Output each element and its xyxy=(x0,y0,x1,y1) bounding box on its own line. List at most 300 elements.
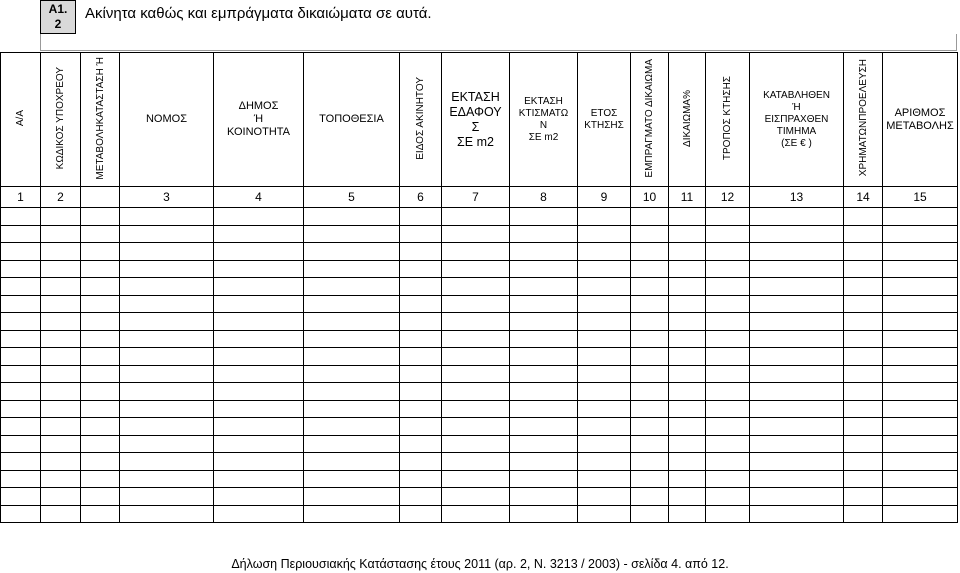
table-cell[interactable] xyxy=(844,278,883,296)
table-cell[interactable] xyxy=(706,365,750,383)
table-cell[interactable] xyxy=(1,400,41,418)
table-cell[interactable] xyxy=(304,278,400,296)
table-cell[interactable] xyxy=(214,278,304,296)
table-cell[interactable] xyxy=(81,383,120,401)
table-cell[interactable] xyxy=(844,330,883,348)
table-cell[interactable] xyxy=(578,225,631,243)
table-cell[interactable] xyxy=(304,400,400,418)
table-cell[interactable] xyxy=(669,400,706,418)
table-cell[interactable] xyxy=(631,505,669,523)
table-cell[interactable] xyxy=(304,435,400,453)
table-cell[interactable] xyxy=(304,488,400,506)
table-cell[interactable] xyxy=(120,365,214,383)
header-label: ΜΕΤΑΒΟΛΗΚΑΤΑΣΤΑΣΗ Ή xyxy=(94,56,106,180)
table-cell[interactable] xyxy=(750,505,844,523)
table-cell[interactable] xyxy=(304,470,400,488)
table-cell[interactable] xyxy=(214,348,304,366)
table-cell[interactable] xyxy=(81,243,120,261)
table-cell[interactable] xyxy=(631,243,669,261)
table-cell[interactable] xyxy=(214,470,304,488)
table-cell[interactable] xyxy=(400,313,442,331)
table-cell[interactable] xyxy=(631,225,669,243)
table-cell[interactable] xyxy=(214,453,304,471)
table-cell[interactable] xyxy=(631,400,669,418)
table-cell[interactable] xyxy=(669,435,706,453)
table-cell[interactable] xyxy=(578,418,631,436)
table-cell[interactable] xyxy=(883,365,958,383)
table-cell[interactable] xyxy=(510,208,578,226)
table-cell[interactable] xyxy=(400,383,442,401)
table-cell[interactable] xyxy=(400,453,442,471)
table-cell[interactable] xyxy=(41,365,81,383)
table-cell[interactable] xyxy=(81,208,120,226)
table-cell[interactable] xyxy=(442,435,510,453)
table-cell[interactable] xyxy=(706,418,750,436)
table-cell[interactable] xyxy=(578,505,631,523)
table-cell[interactable] xyxy=(510,505,578,523)
table-cell[interactable] xyxy=(120,295,214,313)
table-cell[interactable] xyxy=(750,278,844,296)
table-cell[interactable] xyxy=(883,470,958,488)
table-cell[interactable] xyxy=(400,400,442,418)
table-cell[interactable] xyxy=(510,330,578,348)
table-cell[interactable] xyxy=(883,418,958,436)
table-cell[interactable] xyxy=(81,400,120,418)
table-cell[interactable] xyxy=(400,260,442,278)
table-cell[interactable] xyxy=(120,488,214,506)
table-cell[interactable] xyxy=(750,470,844,488)
table-cell[interactable] xyxy=(631,383,669,401)
table-cell[interactable] xyxy=(631,330,669,348)
table-cell[interactable] xyxy=(400,243,442,261)
table-cell[interactable] xyxy=(631,348,669,366)
table-cell[interactable] xyxy=(510,418,578,436)
table-cell[interactable] xyxy=(578,435,631,453)
table-cell[interactable] xyxy=(883,505,958,523)
table-cell[interactable] xyxy=(578,330,631,348)
table-cell[interactable] xyxy=(81,453,120,471)
table-cell[interactable] xyxy=(400,225,442,243)
table-cell[interactable] xyxy=(706,453,750,471)
table-cell[interactable] xyxy=(400,505,442,523)
table-cell[interactable] xyxy=(883,383,958,401)
table-cell[interactable] xyxy=(120,225,214,243)
table-cell[interactable] xyxy=(578,260,631,278)
table-cell[interactable] xyxy=(214,435,304,453)
table-cell[interactable] xyxy=(883,488,958,506)
table-cell[interactable] xyxy=(750,330,844,348)
table-cell[interactable] xyxy=(510,295,578,313)
table-cell[interactable] xyxy=(120,383,214,401)
table-cell[interactable] xyxy=(750,225,844,243)
table-cell[interactable] xyxy=(883,278,958,296)
table-cell[interactable] xyxy=(400,295,442,313)
table-cell[interactable] xyxy=(669,348,706,366)
table-cell[interactable] xyxy=(304,313,400,331)
table-cell[interactable] xyxy=(41,505,81,523)
table-cell[interactable] xyxy=(706,208,750,226)
table-cell[interactable] xyxy=(844,295,883,313)
table-cell[interactable] xyxy=(81,330,120,348)
table-cell[interactable] xyxy=(81,295,120,313)
table-cell[interactable] xyxy=(41,470,81,488)
table-cell[interactable] xyxy=(41,418,81,436)
table-cell[interactable] xyxy=(631,470,669,488)
table-cell[interactable] xyxy=(214,225,304,243)
table-cell[interactable] xyxy=(844,225,883,243)
table-cell[interactable] xyxy=(883,208,958,226)
table-cell[interactable] xyxy=(510,435,578,453)
table-cell[interactable] xyxy=(1,418,41,436)
table-cell[interactable] xyxy=(669,313,706,331)
table-cell[interactable] xyxy=(669,488,706,506)
table-cell[interactable] xyxy=(214,400,304,418)
table-cell[interactable] xyxy=(214,383,304,401)
table-cell[interactable] xyxy=(578,313,631,331)
table-cell[interactable] xyxy=(442,453,510,471)
table-cell[interactable] xyxy=(510,260,578,278)
table-cell[interactable] xyxy=(214,243,304,261)
table-cell[interactable] xyxy=(442,365,510,383)
table-cell[interactable] xyxy=(41,225,81,243)
table-cell[interactable] xyxy=(510,400,578,418)
table-cell[interactable] xyxy=(844,260,883,278)
table-cell[interactable] xyxy=(41,435,81,453)
table-cell[interactable] xyxy=(883,348,958,366)
table-cell[interactable] xyxy=(510,453,578,471)
table-cell[interactable] xyxy=(214,313,304,331)
header-cell xyxy=(669,53,706,187)
table-cell[interactable] xyxy=(631,418,669,436)
table-cell[interactable] xyxy=(631,453,669,471)
table-cell[interactable] xyxy=(442,260,510,278)
table-cell[interactable] xyxy=(669,330,706,348)
table-cell[interactable] xyxy=(400,278,442,296)
table-cell[interactable] xyxy=(669,418,706,436)
table-cell[interactable] xyxy=(442,225,510,243)
table-cell[interactable] xyxy=(81,278,120,296)
table-cell[interactable] xyxy=(120,278,214,296)
table-cell[interactable] xyxy=(631,488,669,506)
table-cell[interactable] xyxy=(120,400,214,418)
section-subnumber: 2 xyxy=(54,17,62,31)
table-cell[interactable] xyxy=(304,505,400,523)
table-cell[interactable] xyxy=(883,225,958,243)
table-cell[interactable] xyxy=(844,418,883,436)
table-cell[interactable] xyxy=(510,313,578,331)
table-cell[interactable] xyxy=(1,470,41,488)
table-cell[interactable] xyxy=(120,313,214,331)
table-cell[interactable] xyxy=(81,470,120,488)
table-cell[interactable] xyxy=(442,470,510,488)
table-cell[interactable] xyxy=(706,295,750,313)
table-cell[interactable] xyxy=(578,243,631,261)
table-cell[interactable] xyxy=(578,488,631,506)
table-cell[interactable] xyxy=(750,348,844,366)
table-cell[interactable] xyxy=(41,313,81,331)
table-cell[interactable] xyxy=(669,453,706,471)
table-cell[interactable] xyxy=(883,330,958,348)
table-cell[interactable] xyxy=(844,365,883,383)
table-cell[interactable] xyxy=(578,365,631,383)
table-cell[interactable] xyxy=(442,488,510,506)
header-label: ΝΟΜΟΣ xyxy=(145,113,188,125)
table-cell[interactable] xyxy=(669,383,706,401)
table-cell[interactable] xyxy=(120,418,214,436)
table-cell[interactable] xyxy=(304,418,400,436)
table-cell[interactable] xyxy=(41,243,81,261)
table-cell[interactable] xyxy=(400,208,442,226)
table-cell[interactable] xyxy=(41,348,81,366)
table-cell[interactable] xyxy=(578,453,631,471)
table-cell[interactable] xyxy=(214,208,304,226)
table-cell[interactable] xyxy=(120,260,214,278)
table-cell[interactable] xyxy=(669,470,706,488)
table-cell[interactable] xyxy=(706,313,750,331)
table-cell[interactable] xyxy=(706,278,750,296)
table-cell[interactable] xyxy=(706,505,750,523)
table-cell[interactable] xyxy=(844,453,883,471)
table-cell[interactable] xyxy=(669,260,706,278)
table-cell[interactable] xyxy=(669,295,706,313)
table-cell[interactable] xyxy=(304,208,400,226)
table-cell[interactable] xyxy=(844,470,883,488)
table-cell[interactable] xyxy=(669,365,706,383)
table-cell[interactable] xyxy=(631,313,669,331)
table-cell[interactable] xyxy=(1,313,41,331)
table-cell[interactable] xyxy=(442,313,510,331)
table-cell[interactable] xyxy=(400,348,442,366)
header-label: ΑΡΙΘΜΟΣ ΜΕΤΑΒΟΛΗΣ xyxy=(886,106,954,132)
table-cell[interactable] xyxy=(81,505,120,523)
table-cell[interactable] xyxy=(214,505,304,523)
section-number-box xyxy=(40,0,76,34)
table-cell[interactable] xyxy=(750,435,844,453)
table-cell[interactable] xyxy=(81,348,120,366)
table-cell[interactable] xyxy=(883,260,958,278)
table-cell[interactable] xyxy=(706,488,750,506)
table-cell[interactable] xyxy=(631,208,669,226)
table-cell[interactable] xyxy=(510,278,578,296)
table-cell[interactable] xyxy=(844,243,883,261)
table-cell[interactable] xyxy=(706,348,750,366)
table-cell[interactable] xyxy=(750,313,844,331)
table-cell[interactable] xyxy=(1,453,41,471)
table-cell[interactable] xyxy=(41,260,81,278)
table-cell[interactable] xyxy=(81,225,120,243)
table-cell[interactable] xyxy=(750,488,844,506)
table-cell[interactable] xyxy=(844,505,883,523)
table-cell[interactable] xyxy=(669,278,706,296)
table-cell[interactable] xyxy=(304,453,400,471)
table-cell[interactable] xyxy=(81,488,120,506)
table-cell[interactable] xyxy=(510,383,578,401)
table-cell[interactable] xyxy=(844,400,883,418)
table-cell[interactable] xyxy=(669,208,706,226)
table-cell[interactable] xyxy=(214,260,304,278)
table-cell[interactable] xyxy=(41,453,81,471)
table-cell[interactable] xyxy=(706,243,750,261)
table-cell[interactable] xyxy=(1,295,41,313)
table-cell[interactable] xyxy=(706,260,750,278)
table-cell[interactable] xyxy=(844,348,883,366)
column-number-cell: 12 xyxy=(706,187,750,208)
table-cell[interactable] xyxy=(442,243,510,261)
table-cell[interactable] xyxy=(81,418,120,436)
table-cell[interactable] xyxy=(400,418,442,436)
header-cell xyxy=(631,53,669,187)
table-cell[interactable] xyxy=(510,225,578,243)
table-cell[interactable] xyxy=(844,313,883,331)
table-cell[interactable] xyxy=(214,295,304,313)
table-cell[interactable] xyxy=(304,330,400,348)
table-cell[interactable] xyxy=(120,470,214,488)
table-cell[interactable] xyxy=(510,488,578,506)
table-cell[interactable] xyxy=(706,435,750,453)
table-cell[interactable] xyxy=(750,208,844,226)
table-cell[interactable] xyxy=(631,295,669,313)
table-cell[interactable] xyxy=(1,505,41,523)
table-cell[interactable] xyxy=(400,470,442,488)
table-cell[interactable] xyxy=(631,278,669,296)
table-cell[interactable] xyxy=(669,505,706,523)
table-cell[interactable] xyxy=(844,208,883,226)
table-cell[interactable] xyxy=(304,225,400,243)
table-cell[interactable] xyxy=(1,488,41,506)
table-cell[interactable] xyxy=(304,260,400,278)
table-cell[interactable] xyxy=(120,330,214,348)
column-number-cell: 2 xyxy=(41,187,81,208)
table-cell[interactable] xyxy=(1,260,41,278)
table-cell[interactable] xyxy=(1,365,41,383)
table-cell[interactable] xyxy=(578,470,631,488)
table-cell[interactable] xyxy=(706,470,750,488)
table-cell[interactable] xyxy=(1,225,41,243)
table-cell[interactable] xyxy=(1,348,41,366)
table-cell[interactable] xyxy=(883,400,958,418)
table-cell[interactable] xyxy=(1,278,41,296)
table-cell[interactable] xyxy=(81,435,120,453)
table-cell[interactable] xyxy=(631,365,669,383)
table-cell[interactable] xyxy=(750,400,844,418)
table-cell[interactable] xyxy=(578,208,631,226)
table-cell[interactable] xyxy=(41,400,81,418)
table-cell[interactable] xyxy=(400,435,442,453)
table-cell[interactable] xyxy=(41,278,81,296)
table-cell[interactable] xyxy=(631,260,669,278)
table-cell[interactable] xyxy=(214,365,304,383)
table-cell[interactable] xyxy=(750,243,844,261)
section-number: A1. xyxy=(48,2,68,16)
table-cell[interactable] xyxy=(510,470,578,488)
table-cell[interactable] xyxy=(120,243,214,261)
table-cell[interactable] xyxy=(400,365,442,383)
table-cell[interactable] xyxy=(120,348,214,366)
table-cell[interactable] xyxy=(1,330,41,348)
table-cell[interactable] xyxy=(883,295,958,313)
table-cell[interactable] xyxy=(578,295,631,313)
table-cell[interactable] xyxy=(883,243,958,261)
table-cell[interactable] xyxy=(883,435,958,453)
table-cell[interactable] xyxy=(706,225,750,243)
table-cell[interactable] xyxy=(442,348,510,366)
table-cell[interactable] xyxy=(304,348,400,366)
table-cell[interactable] xyxy=(883,453,958,471)
table-cell[interactable] xyxy=(41,488,81,506)
table-cell[interactable] xyxy=(631,435,669,453)
table-cell[interactable] xyxy=(1,208,41,226)
table-cell[interactable] xyxy=(706,400,750,418)
table-cell[interactable] xyxy=(578,348,631,366)
table-cell[interactable] xyxy=(304,243,400,261)
table-cell[interactable] xyxy=(41,330,81,348)
table-cell[interactable] xyxy=(750,453,844,471)
table-cell[interactable] xyxy=(510,365,578,383)
table-cell[interactable] xyxy=(844,383,883,401)
table-cell[interactable] xyxy=(510,243,578,261)
table-cell[interactable] xyxy=(304,383,400,401)
table-cell[interactable] xyxy=(442,400,510,418)
table-cell[interactable] xyxy=(41,208,81,226)
table-cell[interactable] xyxy=(578,400,631,418)
table-cell[interactable] xyxy=(669,225,706,243)
table-cell[interactable] xyxy=(442,295,510,313)
table-cell[interactable] xyxy=(578,278,631,296)
table-cell[interactable] xyxy=(750,383,844,401)
header-label: ΚΑΤΑΒΛΗΘΕΝ Ή ΕΙΣΠΡΑΧΘΕΝ ΤΙΜΗΜΑ (ΣΕ € ) xyxy=(763,89,830,149)
table-cell[interactable] xyxy=(883,313,958,331)
table-cell[interactable] xyxy=(120,453,214,471)
table-cell[interactable] xyxy=(120,435,214,453)
table-cell[interactable] xyxy=(1,383,41,401)
table-cell[interactable] xyxy=(81,260,120,278)
table-cell[interactable] xyxy=(120,208,214,226)
table-cell[interactable] xyxy=(214,418,304,436)
table-cell[interactable] xyxy=(1,243,41,261)
table-cell[interactable] xyxy=(844,488,883,506)
table-cell[interactable] xyxy=(750,365,844,383)
table-cell[interactable] xyxy=(214,330,304,348)
table-cell[interactable] xyxy=(706,330,750,348)
table-cell[interactable] xyxy=(706,383,750,401)
table-cell[interactable] xyxy=(442,505,510,523)
table-cell[interactable] xyxy=(41,383,81,401)
table-cell[interactable] xyxy=(41,295,81,313)
table-cell[interactable] xyxy=(120,505,214,523)
table-cell[interactable] xyxy=(442,418,510,436)
table-cell[interactable] xyxy=(578,383,631,401)
table-cell[interactable] xyxy=(442,278,510,296)
table-cell[interactable] xyxy=(442,330,510,348)
table-cell[interactable] xyxy=(750,418,844,436)
table-cell[interactable] xyxy=(1,435,41,453)
table-cell[interactable] xyxy=(844,435,883,453)
table-cell[interactable] xyxy=(442,383,510,401)
table-cell[interactable] xyxy=(81,313,120,331)
table-cell[interactable] xyxy=(750,295,844,313)
table-cell[interactable] xyxy=(750,260,844,278)
table-cell[interactable] xyxy=(510,348,578,366)
table-cell[interactable] xyxy=(304,295,400,313)
table-cell[interactable] xyxy=(442,208,510,226)
table-cell[interactable] xyxy=(304,365,400,383)
table-cell[interactable] xyxy=(81,365,120,383)
table-cell[interactable] xyxy=(669,243,706,261)
table-cell[interactable] xyxy=(214,488,304,506)
table-cell[interactable] xyxy=(400,330,442,348)
table-row xyxy=(1,225,958,243)
table-cell[interactable] xyxy=(400,488,442,506)
